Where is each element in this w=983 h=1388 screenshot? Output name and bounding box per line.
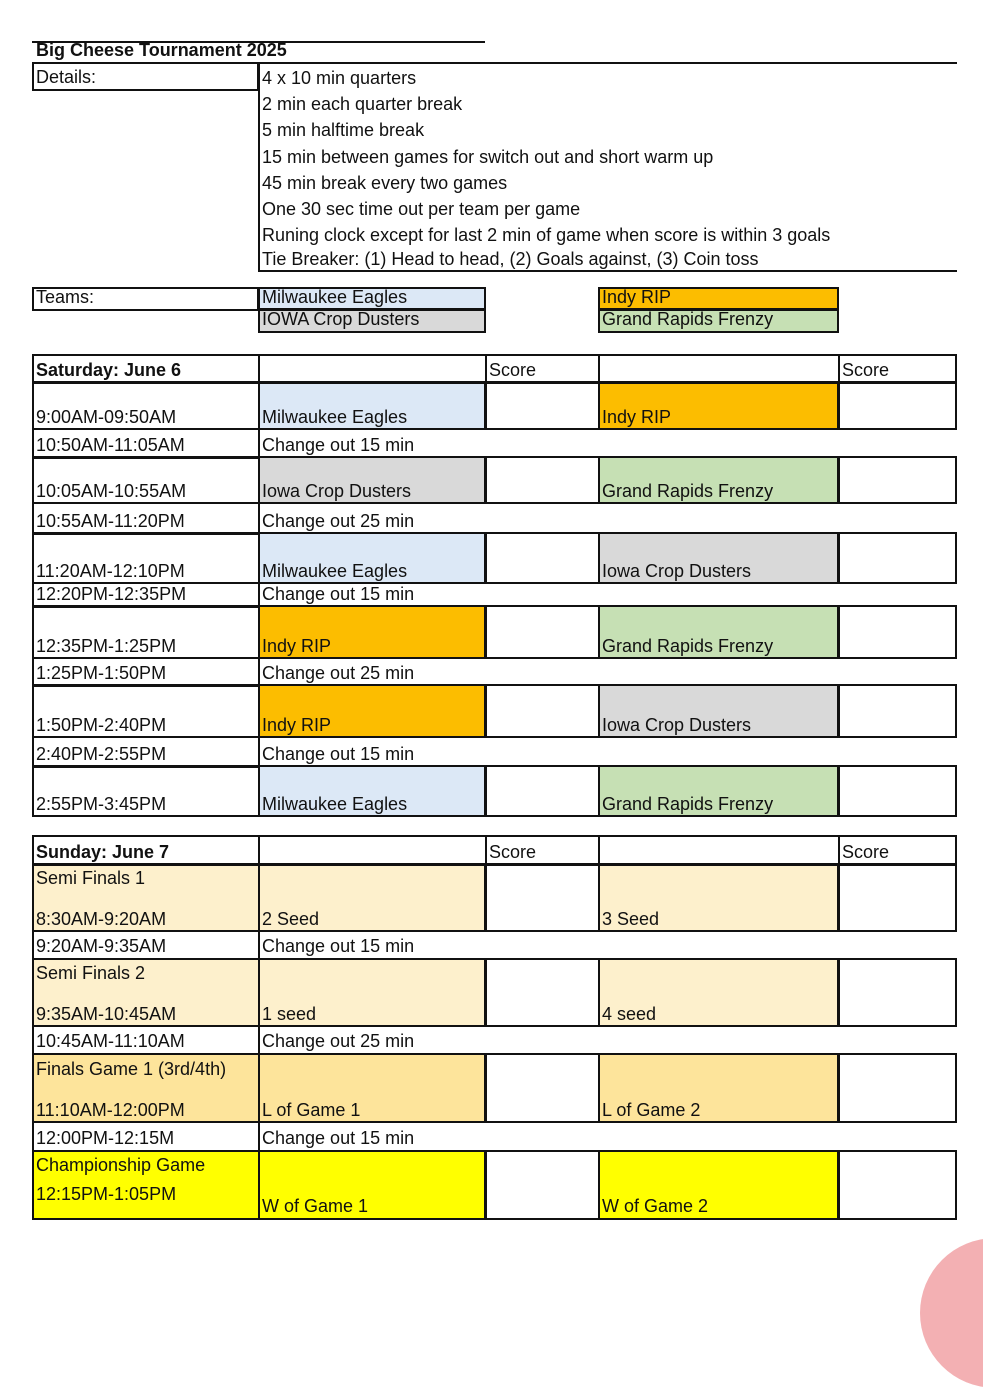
score-header: Score bbox=[489, 842, 537, 862]
detail-line: 45 min break every two games bbox=[262, 173, 508, 193]
detail-line: 5 min halftime break bbox=[262, 120, 425, 140]
changeout-note: Change out 15 min bbox=[262, 435, 415, 455]
home-team: Indy RIP bbox=[262, 636, 332, 656]
away-score[interactable] bbox=[838, 865, 957, 931]
changeout-time: 10:45AM-11:10AM bbox=[36, 1031, 185, 1051]
away-score[interactable] bbox=[838, 960, 957, 1026]
changeout-time: 12:00PM-12:15M bbox=[36, 1128, 175, 1148]
away-team: L of Game 2 bbox=[602, 1100, 701, 1120]
changeout-note: Change out 25 min bbox=[262, 663, 415, 683]
home-team: W of Game 1 bbox=[262, 1196, 369, 1216]
away-team: 3 Seed bbox=[602, 909, 660, 929]
saturday-heading: Saturday: June 6 bbox=[36, 360, 182, 380]
team-indy-rip: Indy RIP bbox=[602, 287, 672, 307]
game-time: 9:35AM-10:45AM bbox=[36, 1004, 177, 1024]
away-team: Indy RIP bbox=[602, 407, 672, 427]
game-name: Finals Game 1 (3rd/4th) bbox=[36, 1059, 227, 1079]
team-grand-rapids-frenzy: Grand Rapids Frenzy bbox=[602, 309, 774, 329]
home-team: Iowa Crop Dusters bbox=[262, 481, 412, 501]
home-score[interactable] bbox=[485, 606, 598, 658]
home-score[interactable] bbox=[485, 960, 598, 1026]
home-score[interactable] bbox=[485, 457, 598, 503]
score-header: Score bbox=[842, 360, 890, 380]
away-team: Grand Rapids Frenzy bbox=[602, 794, 774, 814]
decorative-circle bbox=[920, 1238, 983, 1388]
game-name: Semi Finals 2 bbox=[36, 963, 146, 983]
detail-line: Runing clock except for last 2 min of game when score is within 3 goals bbox=[262, 225, 831, 245]
detail-line: 2 min each quarter break bbox=[262, 94, 463, 114]
changeout-time: 2:40PM-2:55PM bbox=[36, 744, 167, 764]
away-team: Iowa Crop Dusters bbox=[602, 561, 752, 581]
details-label: Details: bbox=[36, 67, 97, 87]
home-team: 2 Seed bbox=[262, 909, 320, 929]
game-time: 12:35PM-1:25PM bbox=[36, 636, 177, 656]
away-score[interactable] bbox=[838, 383, 957, 429]
home-score[interactable] bbox=[485, 766, 598, 816]
away-score[interactable] bbox=[838, 1056, 957, 1122]
game-time: 9:00AM-09:50AM bbox=[36, 407, 177, 427]
game-time: 1:50PM-2:40PM bbox=[36, 715, 167, 735]
home-score[interactable] bbox=[485, 865, 598, 931]
changeout-note: Change out 15 min bbox=[262, 1128, 415, 1148]
away-team: Grand Rapids Frenzy bbox=[602, 481, 774, 501]
team-milwaukee-eagles: Milwaukee Eagles bbox=[262, 287, 408, 307]
changeout-note: Change out 15 min bbox=[262, 936, 415, 956]
home-score[interactable] bbox=[485, 533, 598, 583]
teams-label: Teams: bbox=[36, 287, 95, 307]
score-header: Score bbox=[489, 360, 537, 380]
changeout-note: Change out 15 min bbox=[262, 744, 415, 764]
changeout-note: Change out 25 min bbox=[262, 1031, 415, 1051]
home-score[interactable] bbox=[485, 685, 598, 737]
game-time: 11:20AM-12:10PM bbox=[36, 561, 185, 581]
game-time: 11:10AM-12:00PM bbox=[36, 1100, 185, 1120]
game-time: 8:30AM-9:20AM bbox=[36, 909, 167, 929]
away-score[interactable] bbox=[838, 1152, 957, 1218]
home-score[interactable] bbox=[485, 383, 598, 429]
home-team: 1 seed bbox=[262, 1004, 317, 1024]
away-team: W of Game 2 bbox=[602, 1196, 709, 1216]
game-time: 12:15PM-1:05PM bbox=[36, 1184, 177, 1204]
detail-line: 4 x 10 min quarters bbox=[262, 68, 417, 88]
away-score[interactable] bbox=[838, 766, 957, 816]
detail-line: Tie Breaker: (1) Head to head, (2) Goals against, (3) Coin toss bbox=[262, 249, 759, 269]
game-time: 10:05AM-10:55AM bbox=[36, 481, 187, 501]
home-score[interactable] bbox=[485, 1056, 598, 1122]
changeout-note: Change out 15 min bbox=[262, 584, 415, 604]
game-name: Championship Game bbox=[36, 1155, 206, 1175]
away-team: Grand Rapids Frenzy bbox=[602, 636, 774, 656]
home-team: Milwaukee Eagles bbox=[262, 561, 408, 581]
detail-line: One 30 sec time out per team per game bbox=[262, 199, 581, 219]
changeout-time: 10:50AM-11:05AM bbox=[36, 435, 185, 455]
home-team: L of Game 1 bbox=[262, 1100, 361, 1120]
team-iowa-crop-dusters: IOWA Crop Dusters bbox=[262, 309, 420, 329]
game-name-time bbox=[32, 960, 258, 1026]
changeout-time: 1:25PM-1:50PM bbox=[36, 663, 167, 683]
changeout-note: Change out 25 min bbox=[262, 511, 415, 531]
game-name-time bbox=[32, 1152, 258, 1206]
game-name: Semi Finals 1 bbox=[36, 868, 146, 888]
home-team: Milwaukee Eagles bbox=[262, 407, 408, 427]
away-score[interactable] bbox=[838, 457, 957, 503]
away-team: Iowa Crop Dusters bbox=[602, 715, 752, 735]
game-name-time bbox=[32, 1056, 258, 1122]
away-score[interactable] bbox=[838, 533, 957, 583]
away-score[interactable] bbox=[838, 606, 957, 658]
home-team: Indy RIP bbox=[262, 715, 332, 735]
away-score[interactable] bbox=[838, 685, 957, 737]
tournament-title: Big Cheese Tournament 2025 bbox=[36, 40, 287, 60]
home-team: Milwaukee Eagles bbox=[262, 794, 408, 814]
sunday-heading: Sunday: June 7 bbox=[36, 842, 170, 862]
game-time: 2:55PM-3:45PM bbox=[36, 794, 167, 814]
score-header: Score bbox=[842, 842, 890, 862]
home-score[interactable] bbox=[485, 1152, 598, 1218]
detail-line: 15 min between games for switch out and short warm up bbox=[262, 147, 714, 167]
changeout-time: 12:20PM-12:35PM bbox=[36, 584, 187, 604]
changeout-time: 9:20AM-9:35AM bbox=[36, 936, 167, 956]
game-name-time bbox=[32, 865, 258, 931]
away-team: 4 seed bbox=[602, 1004, 657, 1024]
changeout-time: 10:55AM-11:20PM bbox=[36, 511, 185, 531]
